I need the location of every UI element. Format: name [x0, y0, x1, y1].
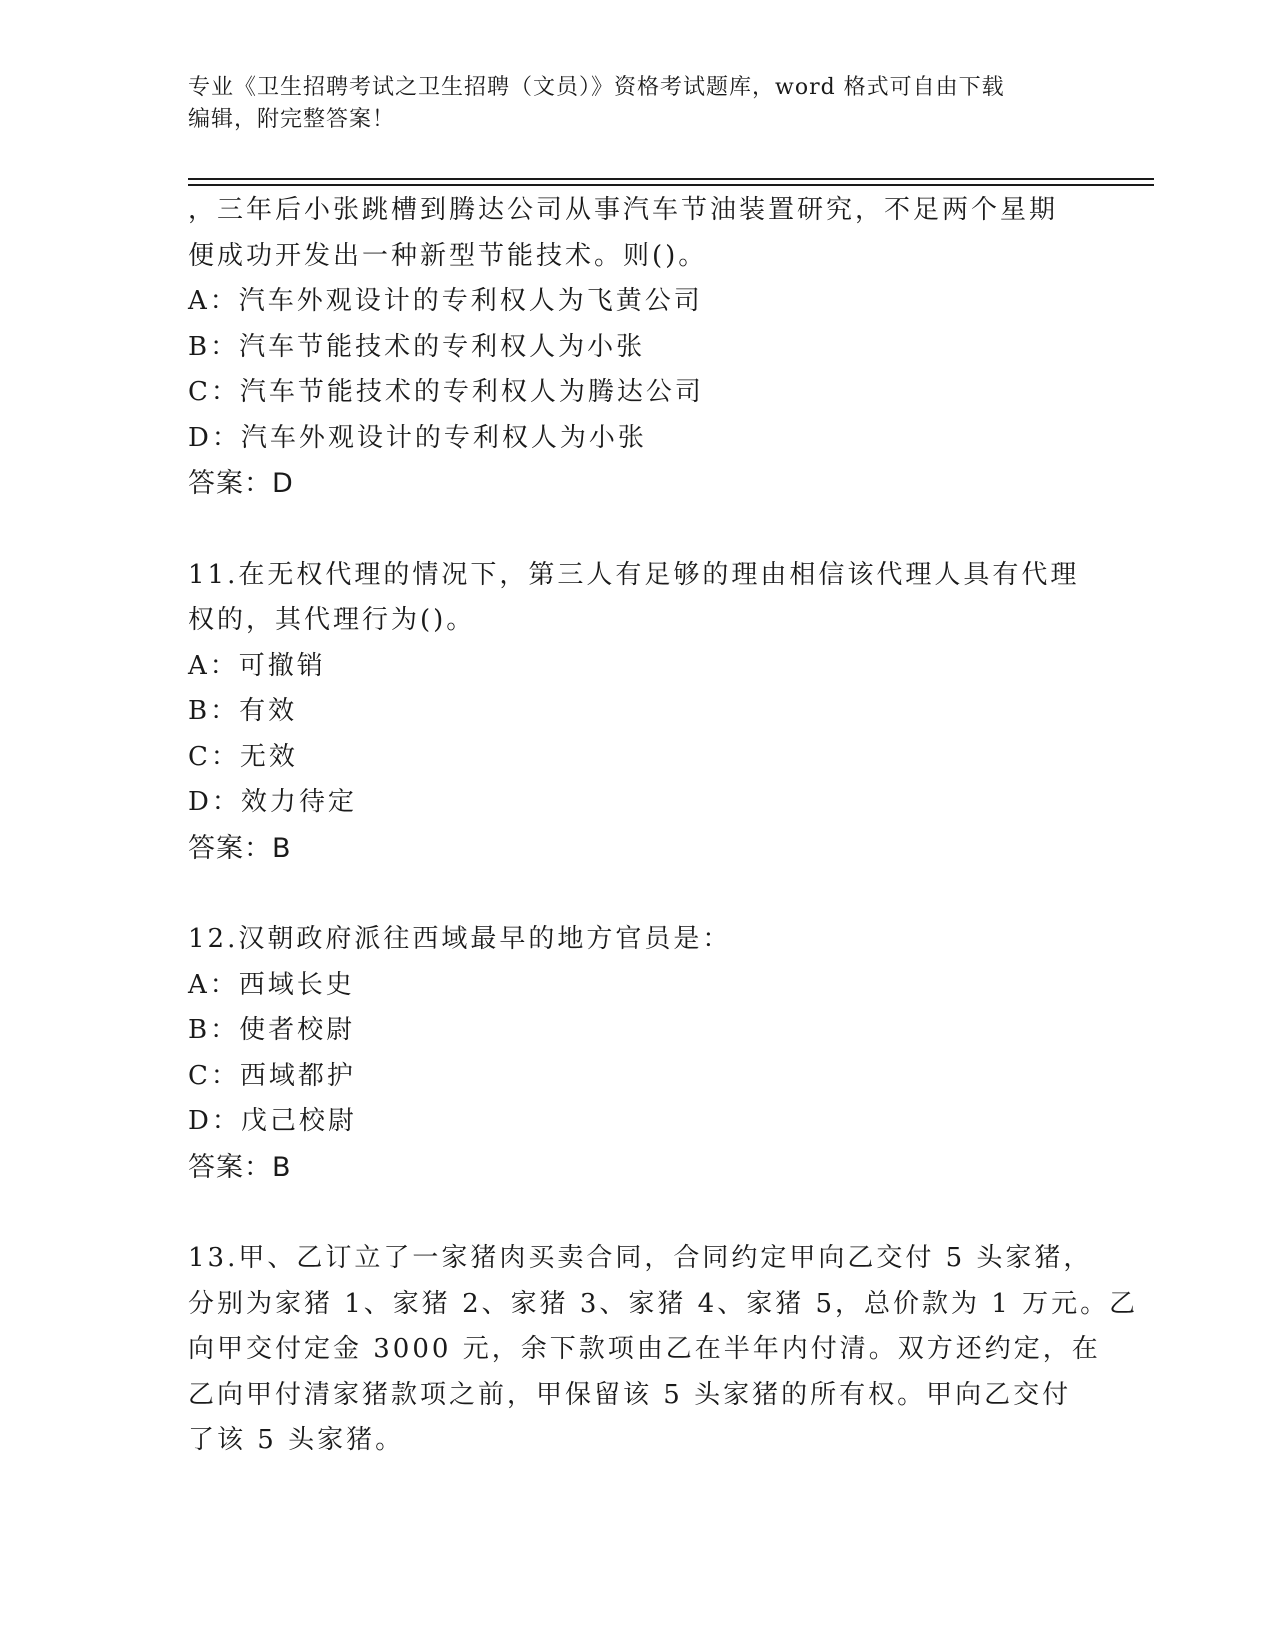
spacer	[188, 1190, 1088, 1236]
answer-line: 答案：B	[188, 832, 292, 864]
header-rule-top	[188, 178, 1154, 180]
option-d: D：汽车外观设计的专利权人为小张	[188, 422, 647, 453]
question-stem-line: 分别为家猪 1、家猪 2、家猪 3、家猪 4、家猪 5，总价款为 1 万元。乙	[188, 1288, 1139, 1319]
answer-line: 答案：B	[188, 1151, 292, 1183]
question-stem-line: 便成功开发出一种新型节能技术。则()。	[188, 240, 708, 271]
answer-line: 答案：D	[188, 468, 294, 499]
option-d: D：效力待定	[188, 787, 357, 817]
header-line-1: 专业《卫生招聘考试之卫生招聘（文员）》资格考试题库，word 格式可自由下载	[188, 75, 1005, 100]
question-stem-line: 了该 5 头家猪。	[188, 1425, 405, 1455]
option-a: A：西域长史	[188, 969, 355, 1000]
question-11	[188, 553, 1088, 872]
question-stem-line: 权的，其代理行为()。	[188, 605, 476, 635]
question-12	[188, 917, 1088, 1190]
question-stem-line: 11.在无权代理的情况下，第三人有足够的理由相信该代理人具有代理	[188, 559, 1080, 590]
question-10	[188, 188, 1088, 507]
option-a: A：汽车外观设计的专利权人为飞黄公司	[188, 286, 703, 316]
header-line-2: 编辑，附完整答案！	[188, 107, 396, 132]
question-stem-line: 乙向甲付清家猪款项之前，甲保留该 5 头家猪的所有权。甲向乙交付	[188, 1379, 1072, 1410]
question-stem-line: 12.汉朝政府派往西域最早的地方官员是：	[188, 924, 732, 954]
document-body	[188, 188, 1139, 1464]
spacer	[188, 871, 1088, 917]
question-13	[188, 1236, 1139, 1464]
option-c: C：无效	[188, 741, 298, 772]
question-stem-line: ，三年后小张跳槽到腾达公司从事汽车节油装置研究，不足两个星期	[188, 195, 1059, 225]
question-stem-line: 向甲交付定金 3000 元，余下款项由乙在半年内付清。双方还约定，在	[188, 1334, 1101, 1364]
option-b: B：有效	[188, 696, 298, 726]
option-c: C：汽车节能技术的专利权人为腾达公司	[188, 377, 704, 407]
option-b: B：汽车节能技术的专利权人为小张	[188, 331, 646, 362]
option-d: D：戊己校尉	[188, 1106, 357, 1136]
question-stem-line: 13.甲、乙订立了一家猪肉买卖合同，合同约定甲向乙交付 5 头家猪，	[188, 1243, 1093, 1273]
option-a: A：可撤销	[188, 650, 326, 681]
option-b: B：使者校尉	[188, 1015, 356, 1045]
page-header	[188, 72, 1088, 136]
spacer	[188, 507, 1088, 553]
header-rule-bottom	[188, 184, 1154, 186]
option-c: C：西域都护	[188, 1060, 356, 1091]
